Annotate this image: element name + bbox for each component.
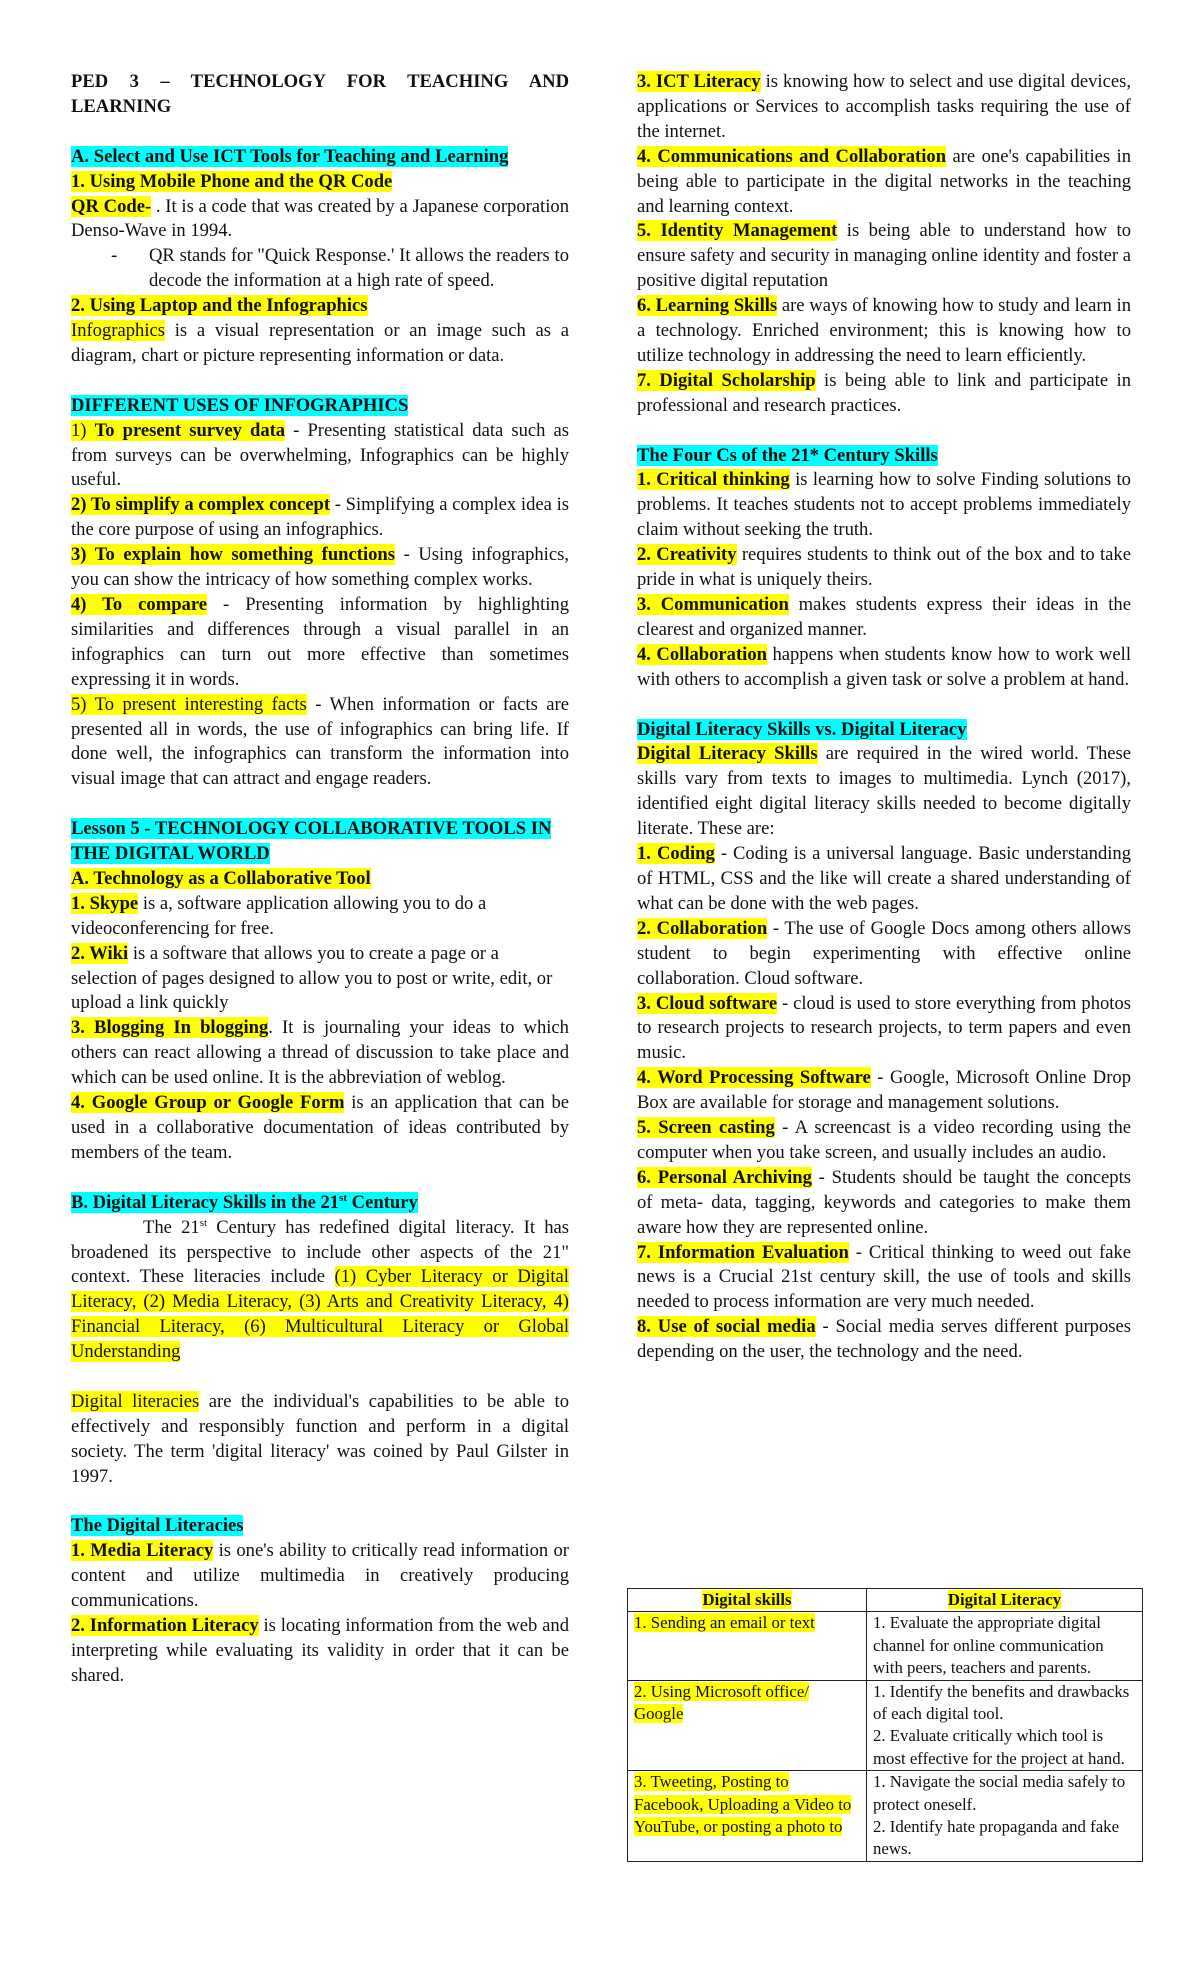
skill-item: 8. Use of social media - Social media serves different purposes depending on the user, the technology and the need.	[637, 1316, 1132, 1363]
use-item: 3) To explain how something functions - Using infographics, you can show the intricacy of how something complex works.	[71, 544, 569, 591]
infographics-definition: Infographics is a visual representation or an image such as a diagram, chart or picture representing information or data.	[71, 320, 569, 366]
table-row	[628, 1612, 1143, 1680]
tool-item: 4. Google Group or Google Form is an application that can be used in a collaborative documentation of ideas contributed by members of the team.	[71, 1092, 570, 1163]
digital-literacies-definition: Digital literacies are the individual's capabilities to be able to effectively and responsibly function and perform in a digital society. The term 'digital literacy' was coined by Paul Gilster in 1997.	[71, 1390, 569, 1487]
right-column	[637, 70, 1131, 1365]
tool-item: 1. Skype is a, software application allowing you to do a videoconferencing for free.	[71, 892, 487, 939]
literacy-item: 1. Media Literacy is one's ability to critically read information or content and utilize multimedia in creatively producing communications.	[71, 1540, 570, 1612]
lesson5-heading: Lesson 5 - TECHNOLOGY COLLABORATIVE TOOLS IN THE DIGITAL WORLD	[71, 818, 552, 865]
section-b-heading: B. Digital Literacy Skills in the 21st Century	[71, 1191, 418, 1213]
uses-heading: DIFFERENT USES OF INFOGRAPHICS	[71, 394, 409, 416]
skill-item: 3. Cloud software - cloud is used to store everything from photos to research projects to research projects, to term papers and even music.	[637, 992, 1131, 1064]
header-digital-literacy: Digital Literacy	[867, 1589, 1143, 1612]
dls-definition: Digital Literacy Skills are required in the wired world. These skills vary from texts to images to multimedia. Lynch (2017), identified eight digital literacy skills needed to become digitally literate. These are:	[637, 743, 1131, 840]
literacies-heading: The Digital Literacies	[71, 1515, 244, 1537]
literacy-item: 3. ICT Literacy is knowing how to select and use digital devices, applications or Services to accomplish tasks requiring the use of the internet.	[637, 71, 1131, 142]
skill-item: 6. Personal Archiving - Students should be taught the concepts of meta- data, tagging, keywords and categories to make them aware how they are represented online.	[637, 1166, 1131, 1238]
four-cs-item: 1. Critical thinking is learning how to solve Finding solutions to problems. It teaches students not to accept problems immediately claim without seeking the truth.	[637, 469, 1131, 541]
four-cs-heading: The Four Cs of the 21* Century Skills	[637, 444, 938, 466]
literacy-item: 7. Digital Scholarship is being able to link and participate in professional and research practices.	[637, 369, 1131, 416]
laptop-heading: 2. Using Laptop and the Infographics	[71, 295, 368, 317]
literacy-item: 5. Identity Management is being able to understand how to ensure safety and security in managing online identity and foster a positive digital reputation	[637, 220, 1131, 292]
literacy-cell: 1. Navigate the social media safely to protect oneself. 2. Identify hate propaganda and fake news.	[867, 1771, 1143, 1862]
use-item: 2) To simplify a complex concept - Simplifying a complex idea is the core purpose of using an infographics.	[71, 494, 569, 541]
four-cs-item: 4. Collaboration happens when students know how to work well with others to accomplish a given task or solve a problem at hand.	[637, 643, 1131, 690]
section-b-paragraph: The 21st Century has redefined digital literacy. It has broadened its perspective to include other aspects of the 21" context. These literacies include (1) Cyber Literacy or Digital Literacy, (2) Media Literacy, (3) Arts and Creativity Literacy, 4) Financial Literacy, (6) Multicultural Literacy or Global Understanding	[71, 1216, 570, 1363]
table-header-row	[628, 1589, 1143, 1612]
tool-item: 2. Wiki is a software that allows you to create a page or a selection of pages designed to allow you to post or write, edit, or upload a link quickly	[71, 942, 553, 1014]
skill-item: 7. Information Evaluation - Critical thinking to weed out fake news is a Crucial 21st century skill, the use of tools and skills needed to process information are very much needed.	[637, 1241, 1131, 1313]
use-item: 5) To present interesting facts - When information or facts are presented all in words, the use of infographics can bring life. If done well, the infographics can transform the information into visual image that can attract and engage readers.	[71, 693, 569, 790]
table-row	[628, 1680, 1143, 1771]
skill-item: 1. Coding - Coding is a universal language. Basic understanding of HTML, CSS and the like will create a shared understanding of what can be done with the web pages.	[637, 843, 1132, 914]
use-item: 1) To present survey data - Presenting statistical data such as from surveys can be overwhelming, Infographics can be highly useful.	[71, 419, 569, 491]
skill-item: 5. Screen casting - A screencast is a video recording using the computer when you take screen, and usually includes an audio.	[637, 1117, 1131, 1163]
skill-item: 2. Collaboration - The use of Google Docs among others allows student to begin experimenting with effective online collaboration. Cloud software.	[637, 917, 1131, 989]
dls-heading: Digital Literacy Skills vs. Digital Literacy	[637, 718, 967, 740]
skill-cell: 3. Tweeting, Posting to Facebook, Uploading a Video to YouTube, or posting a photo to	[628, 1771, 867, 1862]
tech-collab-heading: A. Technology as a Collaborative Tool	[71, 867, 371, 889]
literacy-cell: 1. Evaluate the appropriate digital channel for online communication with peers, teachers and parents.	[867, 1612, 1143, 1680]
literacy-item: 4. Communications and Collaboration are one's capabilities in being able to participate in the digital networks in the teaching and learning context.	[637, 145, 1132, 217]
qr-bullet: - QR stands for "Quick Response.' It allows the readers to decode the information at a high rate of speed.	[111, 245, 569, 292]
skill-cell: 1. Sending an email or text	[628, 1612, 867, 1680]
four-cs-item: 3. Communication makes students express their ideas in the clearest and organized manner.	[637, 594, 1131, 640]
qr-definition: QR Code- . It is a code that was created by a Japanese corporation Denso-Wave in 1994.	[71, 195, 569, 242]
left-column	[71, 70, 569, 1689]
document-title: PED 3 – TECHNOLOGY FOR TEACHING AND LEARNING	[71, 71, 569, 117]
use-item: 4) To compare - Presenting information by highlighting similarities and differences through a visual parallel in an infographics can turn out more effective than sometimes expressing it in words.	[71, 594, 569, 690]
literacy-item: 2. Information Literacy is locating information from the web and interpreting while evaluating its validity in order that it can be shared.	[71, 1615, 569, 1686]
digital-skills-table	[627, 1588, 1143, 1862]
literacy-item: 6. Learning Skills are ways of knowing how to study and learn in a technology. Enriched environment; this is knowing how to utilize technology in addressing the need to learn efficiently.	[637, 295, 1131, 366]
skill-item: 4. Word Processing Software - Google, Microsoft Online Drop Box are available for storage and management solutions.	[637, 1067, 1131, 1114]
tool-item: 3. Blogging In blogging. It is journaling your ideas to which others can react allowing a thread of discussion to take place and which can be used online. It is the abbreviation of weblog.	[71, 1017, 569, 1089]
table-row	[628, 1771, 1143, 1862]
four-cs-item: 2. Creativity requires students to think out of the box and to take pride in what is uniquely theirs.	[637, 544, 1131, 591]
literacy-cell: 1. Identify the benefits and drawbacks of each digital tool. 2. Evaluate critically which tool is most effective for the project at hand.	[867, 1680, 1143, 1771]
mobile-heading: 1. Using Mobile Phone and the QR Code	[71, 170, 393, 192]
skill-cell: 2. Using Microsoft office/ Google	[628, 1680, 867, 1771]
section-a-heading: A. Select and Use ICT Tools for Teaching and Learning	[71, 145, 509, 167]
header-digital-skills: Digital skills	[628, 1589, 867, 1612]
